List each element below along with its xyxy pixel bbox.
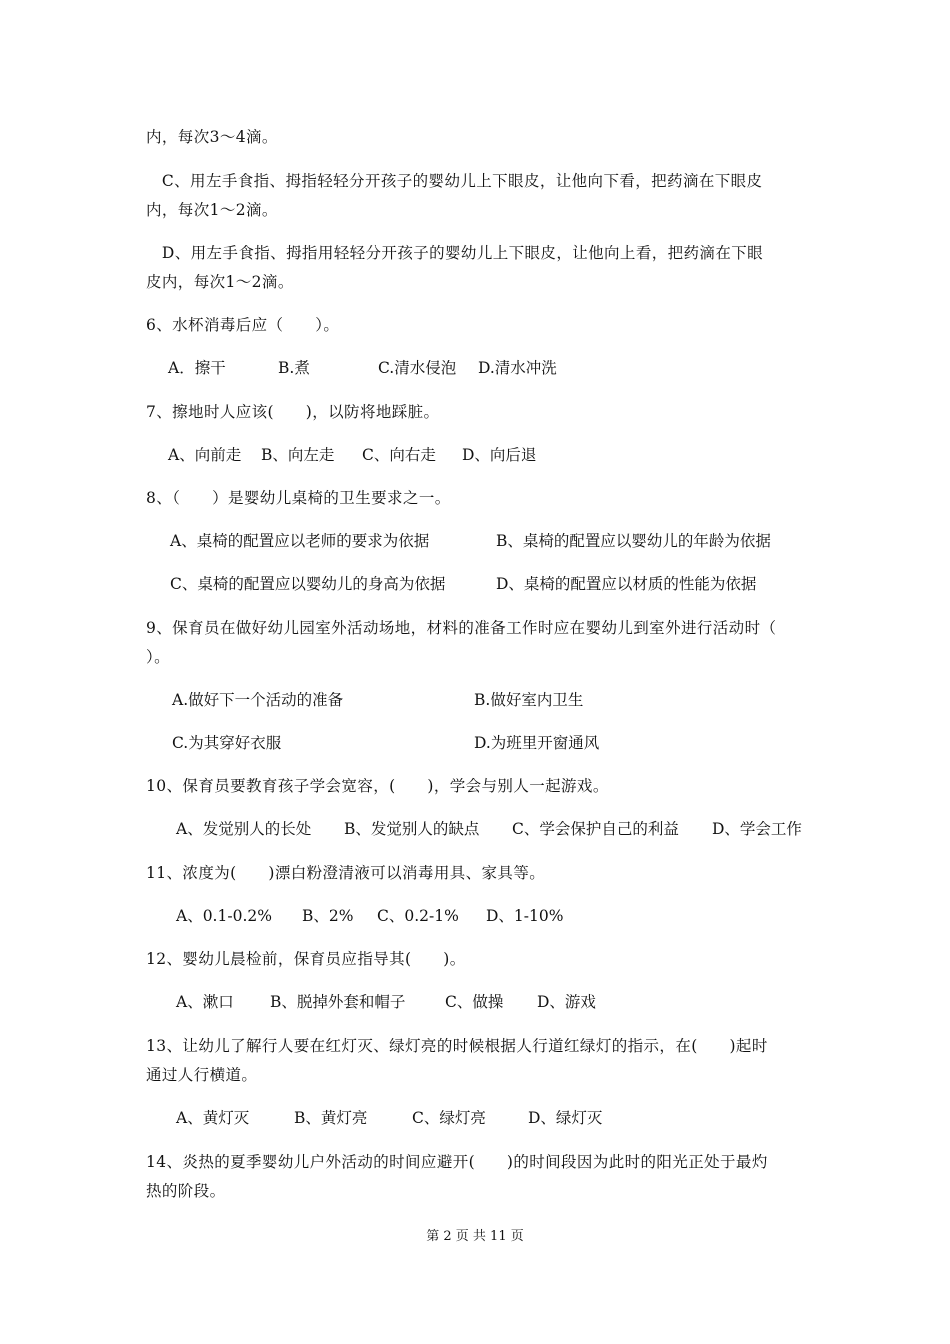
q8-option-b: B、桌椅的配置应以婴幼儿的年龄为依据 — [496, 532, 771, 550]
q10-option-d: D、学会工作 — [712, 820, 802, 838]
q13-option-d: D、绿灯灭 — [528, 1109, 603, 1127]
q11-option-b: B、2% — [302, 907, 354, 925]
q8-option-d: D、桌椅的配置应以材质的性能为依据 — [496, 575, 757, 593]
text-line: 皮内，每次1～2滴。 — [146, 273, 294, 291]
q9-option-d: D.为班里开窗通风 — [474, 734, 600, 752]
text-line: C、用左手食指、拇指轻轻分开孩子的婴幼儿上下眼皮，让他向下看，把药滴在下眼皮 — [146, 172, 763, 190]
q6-option-a: A．擦干 — [168, 359, 226, 377]
q8-option-a: A、桌椅的配置应以老师的要求为依据 — [170, 532, 430, 550]
q12-option-c: C、做操 — [445, 993, 504, 1011]
q12-option-d: D、游戏 — [537, 993, 596, 1011]
q7-option-b: B、向左走 — [261, 446, 335, 464]
q9-option-b: B.做好室内卫生 — [474, 691, 584, 709]
text-line: ）。 — [146, 648, 171, 666]
q11-option-d: D、1-10% — [486, 907, 564, 925]
q10-option-c: C、学会保护自己的利益 — [512, 820, 679, 838]
text-line: 通过人行横道。 — [146, 1066, 258, 1084]
q11-option-c: C、0.2-1% — [377, 907, 459, 925]
q6-option-b: B.煮 — [278, 359, 310, 377]
question-8: 8、（ ）是婴幼儿桌椅的卫生要求之一。 — [146, 489, 451, 507]
question-14: 14、炎热的夏季婴幼儿户外活动的时间应避开( )的时间段因为此时的阳光正处于最灼 — [146, 1153, 768, 1171]
question-12: 12、婴幼儿晨检前，保育员应指导其( )。 — [146, 950, 466, 968]
question-10: 10、保育员要教育孩子学会宽容，( )，学会与别人一起游戏。 — [146, 777, 609, 795]
q9-option-a: A.做好下一个活动的准备 — [172, 691, 344, 709]
q10-option-a: A、发觉别人的长处 — [176, 820, 312, 838]
text-line: 热的阶段。 — [146, 1182, 226, 1200]
q7-option-a: A、向前走 — [168, 446, 242, 464]
page-number-footer: 第 2 页 共 11 页 — [426, 1229, 524, 1244]
q11-option-a: A、0.1-0.2% — [176, 907, 272, 925]
q6-option-c: C.清水侵泡 — [378, 359, 457, 377]
question-7: 7、擦地时人应该( )，以防将地踩脏。 — [146, 403, 440, 421]
q6-option-d: D.清水冲洗 — [478, 359, 557, 377]
q10-option-b: B、发觉别人的缺点 — [344, 820, 480, 838]
question-9: 9、保育员在做好幼儿园室外活动场地，材料的准备工作时应在婴幼儿到室外进行活动时（ — [146, 619, 777, 637]
question-11: 11、浓度为( )漂白粉澄清液可以消毒用具、家具等。 — [146, 864, 546, 882]
question-13: 13、让幼儿了解行人要在红灯灭、绿灯亮的时候根据人行道红绿灯的指示，在( )起时 — [146, 1037, 768, 1055]
q12-option-a: A、漱口 — [176, 993, 234, 1011]
q9-option-c: C.为其穿好衣服 — [172, 734, 282, 752]
question-6: 6、水杯消毒后应（ ）。 — [146, 316, 340, 334]
text-line: 内，每次1～2滴。 — [146, 201, 278, 219]
q12-option-b: B、脱掉外套和帽子 — [270, 993, 406, 1011]
q13-option-a: A、黄灯灭 — [176, 1109, 250, 1127]
q13-option-b: B、黄灯亮 — [294, 1109, 368, 1127]
text-line: 内，每次3～4滴。 — [146, 128, 278, 146]
q7-option-d: D、向后退 — [462, 446, 537, 464]
q13-option-c: C、绿灯亮 — [412, 1109, 486, 1127]
q8-option-c: C、桌椅的配置应以婴幼儿的身高为依据 — [170, 575, 446, 593]
text-line: D、用左手食指、拇指用轻轻分开孩子的婴幼儿上下眼皮，让他向上看，把药滴在下眼 — [146, 244, 764, 262]
q7-option-c: C、向右走 — [362, 446, 436, 464]
